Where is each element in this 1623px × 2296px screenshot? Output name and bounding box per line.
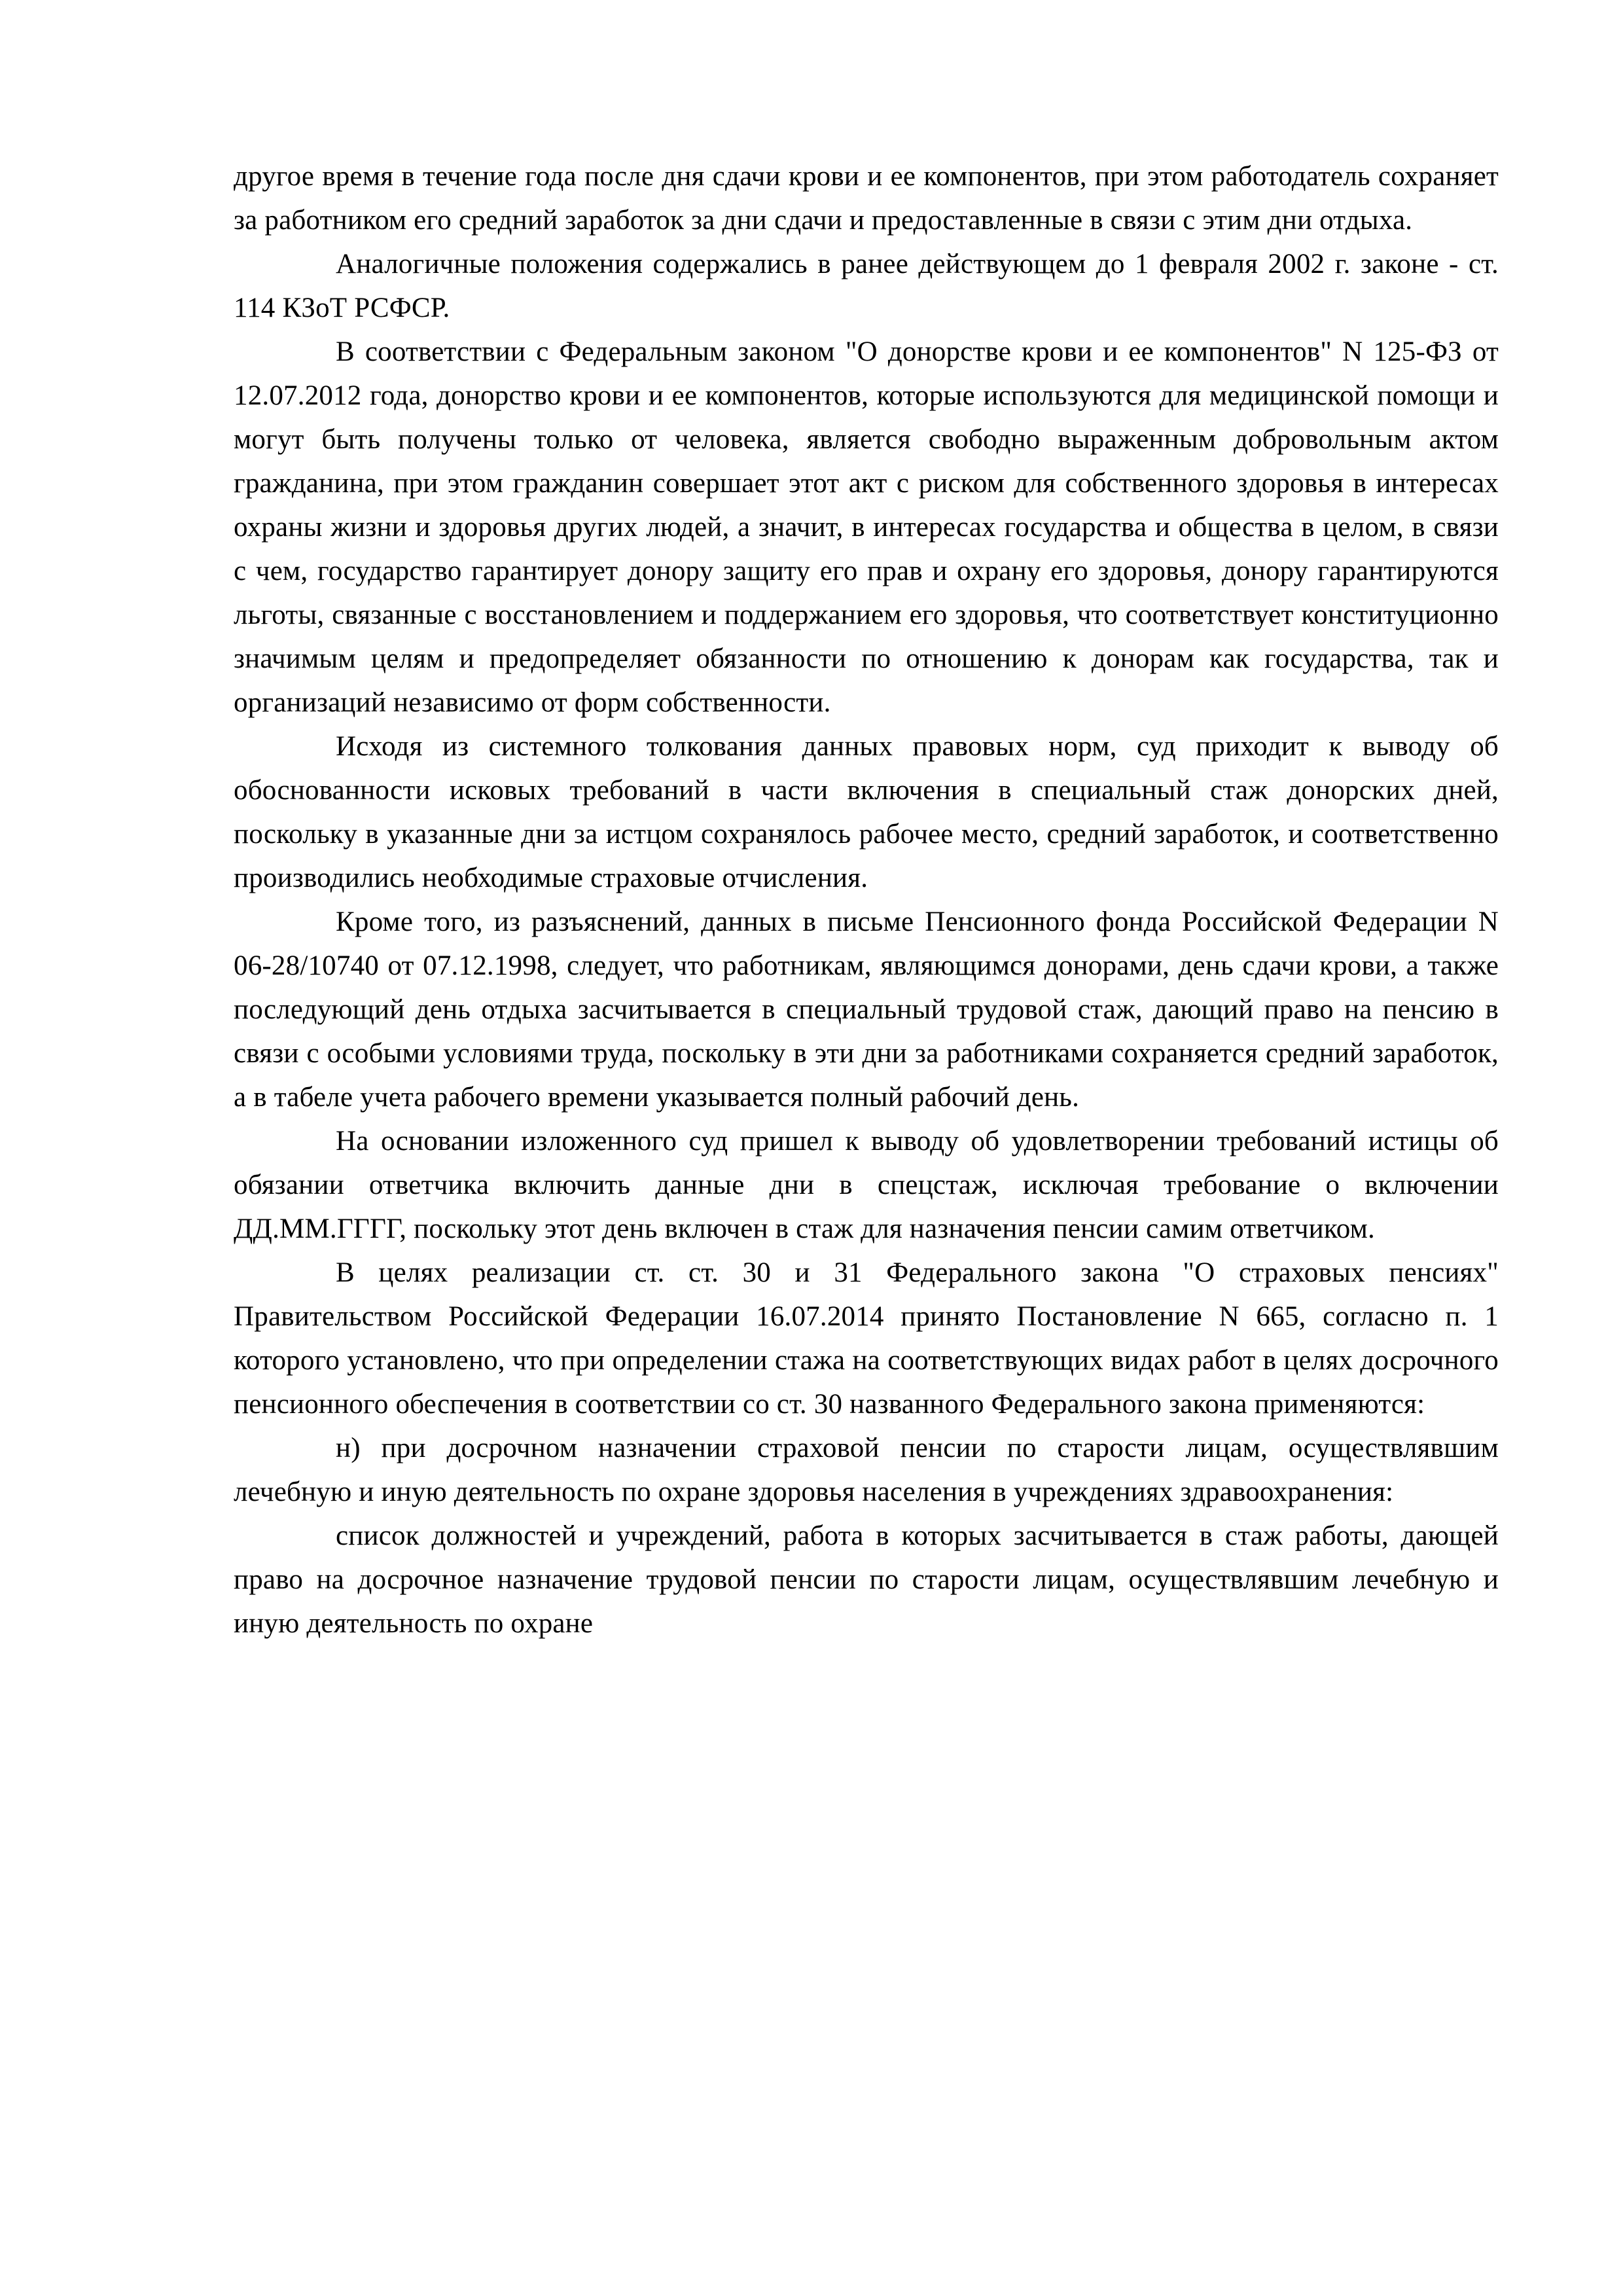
paragraph: В соответствии с Федеральным законом "О донорстве крови и ее компонентов" N 125-ФЗ от 12.07.2012 года, донорство крови и ее компонентов, которые используются для медицинской помощи и могут быть получены только от человека, является свободно выраженным добровольным актом гражданина, при этом гражданин совершает этот акт с риском для собственного здоровья в интересах охраны жизни и здоровья других людей, а значит, в интересах государства и общества в целом, в связи с чем, государство гарантирует донору защиту его прав и охрану его здоровья, донору гарантируются льготы, связанные с восстановлением и поддержанием его здоровья, что соответствует конституционно значимым целям и предопределяет обязанности по отношению к донорам как государства, так и организаций независимо от форм собственности. — [234, 336, 1499, 718]
paragraph: В целях реализации ст. ст. 30 и 31 Федерального закона "О страховых пенсиях" Правительством Российской Федерации 16.07.2014 принято Постановление N 665, согласно п. 1 которого установлено, что при определении стажа на соответствующих видах работ в целях досрочного пенсионного обеспечения в соответствии со ст. 30 названного Федерального закона применяются: — [234, 1257, 1499, 1420]
text-block — [234, 154, 1499, 1645]
paragraph: н) при досрочном назначении страховой пенсии по старости лицам, осуществлявшим лечебную и иную деятельность по охране здоровья населения в учреждениях здравоохранения: — [234, 1433, 1499, 1507]
paragraph: Исходя из системного толкования данных правовых норм, суд приходит к выводу об обоснованности исковых требований в части включения в специальный стаж донорских дней, поскольку в указанные дни за истцом сохранялось рабочее место, средний заработок, и соответственно производились необходимые страховые отчисления. — [234, 731, 1499, 893]
paragraph: Аналогичные положения содержались в ранее действующем до 1 февраля 2002 г. законе - ст. 114 КЗоТ РСФСР. — [234, 249, 1499, 323]
paragraph: На основании изложенного суд пришел к выводу об удовлетворении требований истицы об обязании ответчика включить данные дни в спецстаж, исключая требование о включении ДД.ММ.ГГГГ, поскольку этот день включен в стаж для назначения пенсии самим ответчиком. — [234, 1126, 1499, 1244]
paragraph: список должностей и учреждений, работа в которых засчитывается в стаж работы, дающей право на досрочное назначение трудовой пенсии по старости лицам, осуществлявшим лечебную и иную деятельность по охране — [234, 1520, 1499, 1639]
paragraph: Кроме того, из разъяснений, данных в письме Пенсионного фонда Российской Федерации N 06-28/10740 от 07.12.1998, следует, что работникам, являющимся донорами, день сдачи крови, а также последующий день отдыха засчитывается в специальный трудовой стаж, дающий право на пенсию в связи с особыми условиями труда, поскольку в эти дни за работниками сохраняется средний заработок, а в табеле учета рабочего времени указывается полный рабочий день. — [234, 906, 1499, 1113]
paragraph: другое время в течение года после дня сдачи крови и ее компонентов, при этом работодатель сохраняет за работником его средний заработок за дни сдачи и предоставленные в связи с этим дни отдыха. — [234, 161, 1499, 236]
